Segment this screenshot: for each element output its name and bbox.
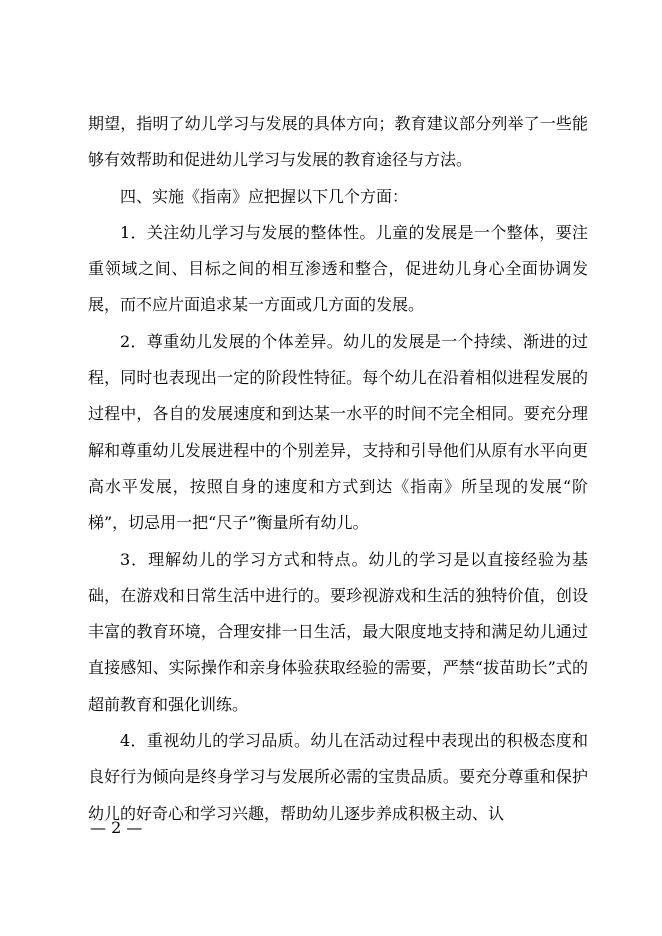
- section-heading: 四、实施《指南》应把握以下几个方面：: [120, 186, 409, 206]
- paragraph-item-3: 3．理解幼儿的学习方式和特点。幼儿的学习是以直接经验为基础，在游戏和日常生活中进行的。要珍视游戏和生活的独特价值，创设丰富的教育环境，合理安排一日生活，最大限度地支持和满足幼儿通过直接感知、实际操作和亲身体验获取经验的需要，严禁“拔苗助长”式的超前教育和强化训练。: [88, 549, 588, 714]
- paragraph-item-4: 4．重视幼儿的学习品质。幼儿在活动过程中表现出的积极态度和良好行为倾向是终身学习与发展所必需的宝贵品质。要充分尊重和保护幼儿的好奇心和学习兴趣，帮助幼儿逐步养成积极主动、认: [88, 731, 588, 823]
- paragraph-item-2: 2．尊重幼儿发展的个体差异。幼儿的发展是一个持续、渐进的过程，同时也表现出一定的阶段性特征。每个幼儿在沿着相似进程发展的过程中，各自的发展速度和到达某一水平的时间不完全相同。要充分理解和尊重幼儿发展进程中的个别差异，支持和引导他们从原有水平向更高水平发展，按照自身的速度和方式到达《指南》所呈现的发展“阶梯”，切忌用一把“尺子”衡量所有幼儿。: [88, 331, 588, 533]
- body-text: [88, 106, 588, 832]
- page-number: — 2 —: [90, 818, 143, 837]
- paragraph-item-1: 1．关注幼儿学习与发展的整体性。儿童的发展是一个整体，要注重领域之间、目标之间的相互渗透和整合，促进幼儿身心全面协调发展，而不应片面追求某一方面或几方面的发展。: [88, 222, 588, 315]
- paragraph-continuation: 期望，指明了幼儿学习与发展的具体方向；教育建议部分列举了一些能够有效帮助和促进幼儿学习与发展的教育途径与方法。: [88, 114, 588, 170]
